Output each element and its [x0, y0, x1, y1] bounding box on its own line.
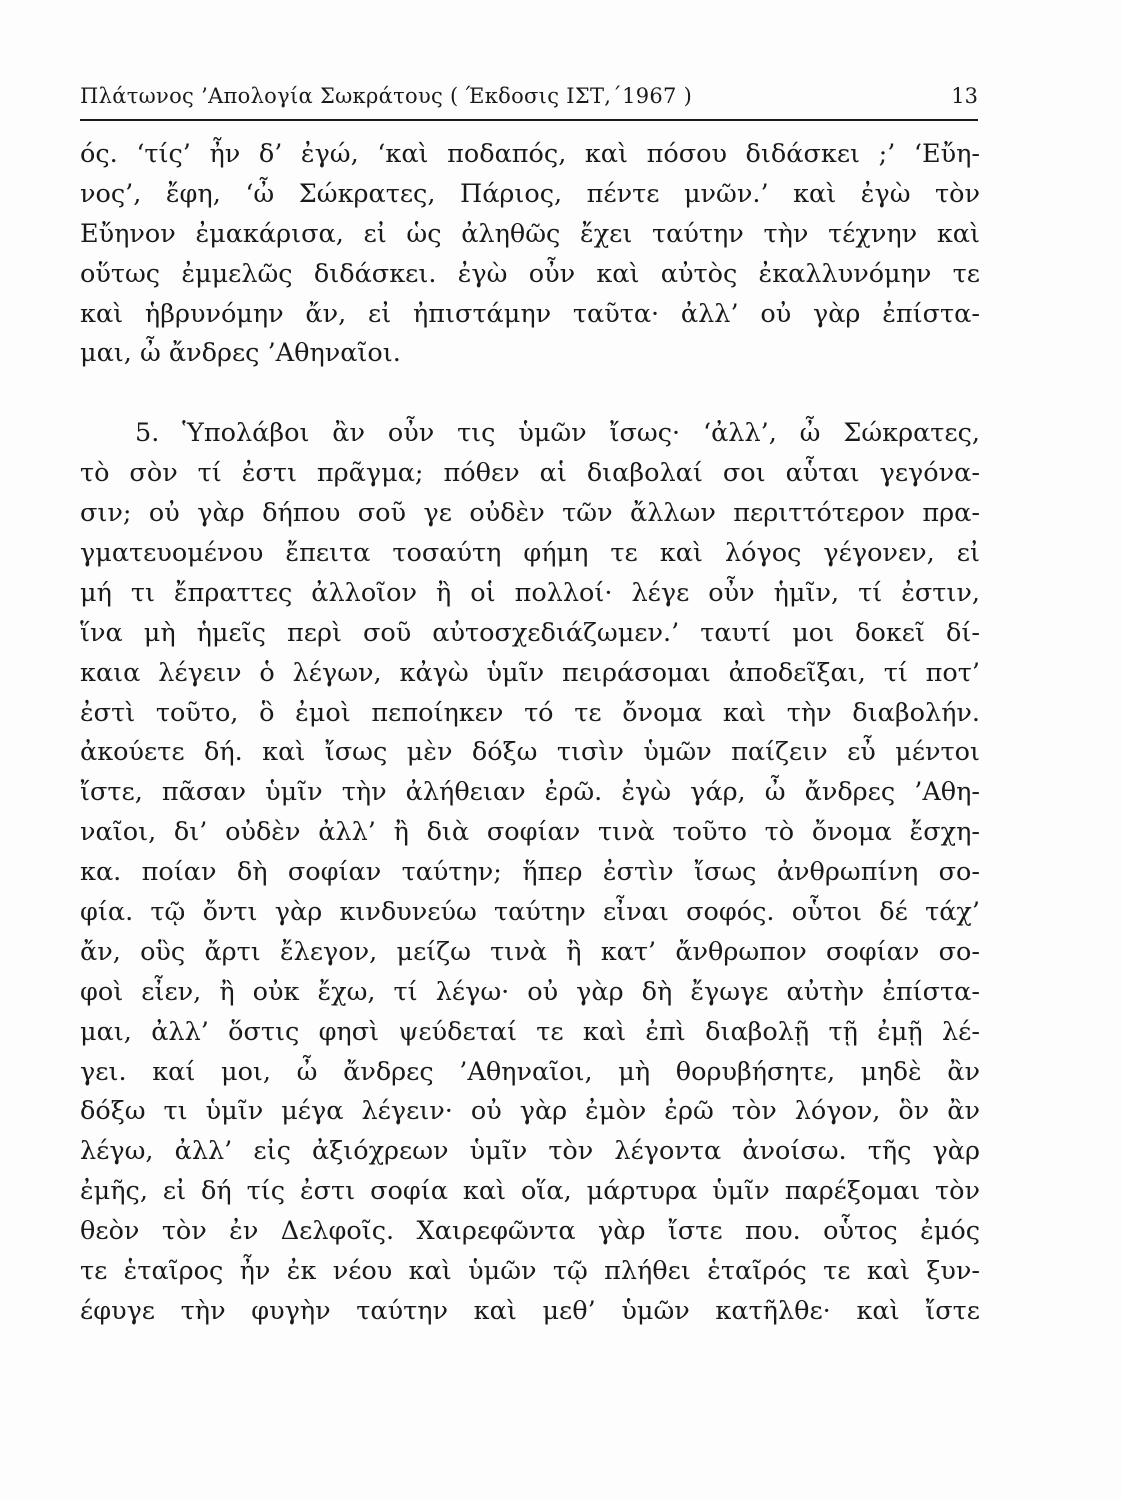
running-title: Πλάτωνος ’Απολογία Σωκράτους ( Έκδοσις ΙΣΤ,΄1967 ): [80, 84, 693, 108]
text-line: ἀκούετε δή. καὶ ἴσως μὲν δόξω τισὶν ὑμῶν παίζειν εὖ μέντοι: [80, 737, 980, 768]
header-rule: [80, 119, 978, 121]
text-line: καια λέγειν ὁ λέγων, κἀγὼ ὑμῖν πειράσομαι ἀποδεῖξαι, τί ποτ’: [80, 657, 980, 688]
text-line: σιν; οὐ γὰρ δήπου σοῦ γε οὐδὲν τῶν ἄλλων περιττότερον πρα-: [80, 498, 980, 529]
text-line: θεὸν τὸν ἐν Δελφοῖς. Χαιρεφῶντα γὰρ ἴστε που. οὗτος ἐμός: [80, 1216, 980, 1247]
text-line: καὶ ἡβρυνόμην ἄν, εἰ ἠπιστάμην ταῦτα· ἀλλ’ οὐ γὰρ ἐπίστα-: [80, 298, 980, 329]
text-line: φία. τῷ ὄντι γὰρ κινδυνεύω ταύτην εἶναι σοφός. οὗτοι δέ τάχ’: [80, 897, 980, 928]
section-5-first-line: 5. Ὑπολάβοι ἂν οὖν τις ὑμῶν ἴσως· ‘ἀλλ’, ὦ Σώκρατες,: [135, 418, 980, 449]
text-line: ἐστὶ τοῦτο, ὃ ἐμοὶ πεποίηκεν τό τε ὄνομα καὶ τὴν διαβολήν.: [80, 697, 980, 728]
text-line: ἵνα μὴ ἡμεῖς περὶ σοῦ αὐτοσχεδιάζωμεν.’ ταυτί μοι δοκεῖ δί-: [80, 617, 980, 648]
text-line: οὕτως ἐμμελῶς διδάσκει. ἐγὼ οὖν καὶ αὐτὸς ἐκαλλυνόμην τε: [80, 258, 980, 289]
text-line: ός. ‘τίς’ ἦν δ’ ἐγώ, ‘καὶ ποδαπός, καὶ πόσου διδάσκει ;’ ‘Εὔη-: [80, 139, 980, 169]
text-line: γματευομένου ἔπειτα τοσαύτη φήμη τε καὶ λόγος γέγονεν, εἰ: [80, 538, 980, 569]
paragraph-2: [80, 414, 980, 1331]
text-line: κα. ποίαν δὴ σοφίαν ταύτην; ἥπερ ἐστὶν ἴσως ἀνθρωπίνη σο-: [80, 857, 980, 888]
text-line: φοὶ εἶεν, ἢ οὐκ ἔχω, τί λέγω· οὐ γὰρ δὴ ἔγωγε αὐτὴν ἐπίστα-: [80, 976, 980, 1007]
text-line: δόξω τι ὑμῖν μέγα λέγειν· οὐ γὰρ ἐμὸν ἐρῶ τὸν λόγον, ὃν ἂν: [80, 1096, 980, 1127]
text-line: ναῖοι, δι’ οὐδὲν ἀλλ’ ἢ διὰ σοφίαν τινὰ τοῦτο τὸ ὄνομα ἔσχη-: [80, 817, 980, 848]
text-line: μαι, ὦ ἄνδρες ’Αθηναῖοι.: [80, 338, 401, 369]
text-line: μή τι ἔπραττες ἀλλοῖον ἢ οἱ πολλοί· λέγε οὖν ἡμῖν, τί ἐστιν,: [80, 577, 980, 608]
text-line: τὸ σὸν τί ἐστι πρᾶγμα; πόθεν αἱ διαβολαί σοι αὗται γεγόνα-: [80, 458, 980, 489]
text-line: μαι, ἀλλ’ ὅστις φησὶ ψεύδεταί τε καὶ ἐπὶ διαβολῇ τῇ ἐμῇ λέ-: [80, 1016, 980, 1047]
body-text: [80, 135, 980, 1332]
text-line: ἄν, οὓς ἄρτι ἔλεγον, μείζω τινὰ ἢ κατ’ ἄνθρωπον σοφίαν σο-: [80, 936, 980, 967]
text-line: Εὔηνον ἐμακάρισα, εἰ ὡς ἀληθῶς ἔχει ταύτην τὴν τέχνην καὶ: [80, 218, 980, 249]
paragraph-1: [80, 135, 980, 374]
text-line: έφυγε τὴν φυγὴν ταύτην καὶ μεθ’ ὑμῶν κατῆλθε· καὶ ἴστε: [80, 1295, 980, 1326]
paragraph-gap: [80, 374, 980, 414]
page-number: 13: [951, 84, 978, 108]
text-line: λέγω, ἀλλ’ εἰς ἀξιόχρεων ὑμῖν τὸν λέγοντα ἀνοίσω. τῆς γὰρ: [80, 1136, 980, 1167]
text-line: ἴστε, πᾶσαν ὑμῖν τὴν ἀλήθειαν ἐρῶ. ἐγὼ γάρ, ὦ ἄνδρες ’Αθη-: [80, 777, 980, 808]
text-line: ἐμῆς, εἰ δή τίς ἐστι σοφία καὶ οἵα, μάρτυρα ὑμῖν παρέξομαι τὸν: [80, 1176, 980, 1207]
text-line: γει. καί μοι, ὦ ἄνδρες ’Αθηναῖοι, μὴ θορυβήσητε, μηδὲ ἂν: [80, 1056, 980, 1087]
text-line: τε ἑταῖρος ἦν ἐκ νέου καὶ ὑμῶν τῷ πλήθει ἑταῖρός τε καὶ ξυν-: [80, 1256, 980, 1287]
text-line: νος’, ἔφη, ‘ὦ Σώκρατες, Πάριος, πέντε μνῶν.’ καὶ ἐγὼ τὸν: [80, 178, 980, 209]
running-header: [80, 84, 978, 120]
